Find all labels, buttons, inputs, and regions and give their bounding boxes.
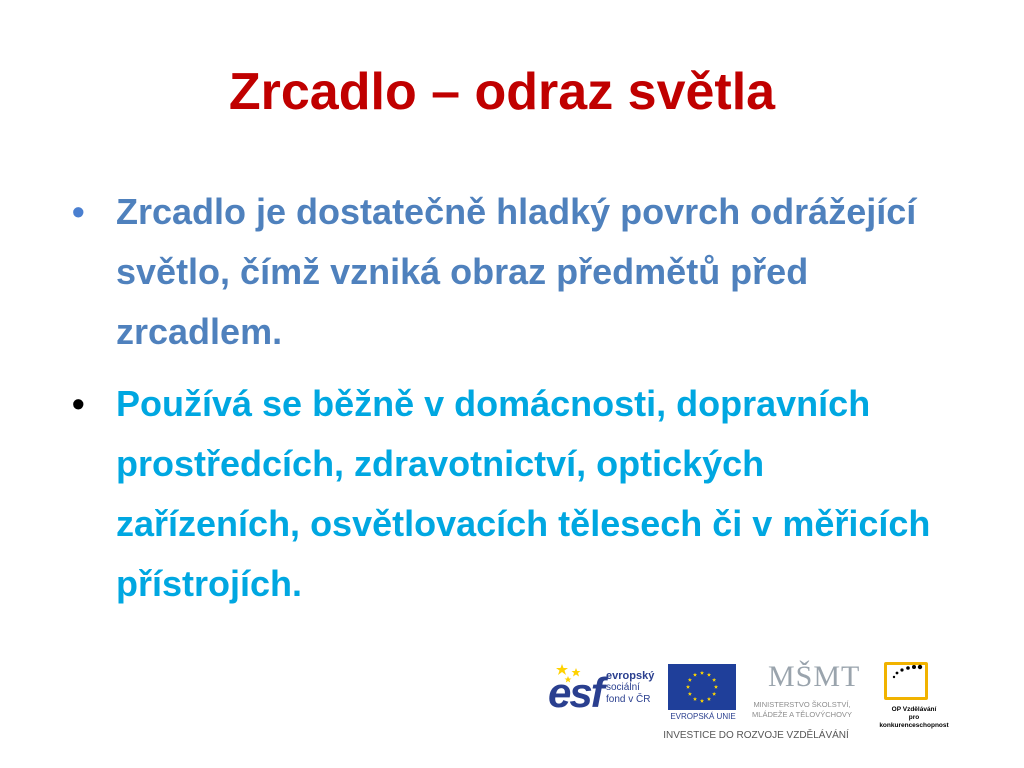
slide-title: Zrcadlo – odraz světla xyxy=(228,63,776,121)
esf-wordmark: esf xyxy=(548,669,603,716)
op-logo xyxy=(876,662,952,729)
msmt-logo-icon: MŠMT xyxy=(768,660,861,693)
esf-caption xyxy=(606,670,668,706)
msmt-caption xyxy=(742,700,862,720)
investice-caption: INVESTICE DO ROZVOJE VZDĚLÁVÁNÍ xyxy=(663,730,849,741)
bullet-list xyxy=(70,182,950,614)
bullet-item xyxy=(70,374,950,614)
esf-caption-line: evropský xyxy=(606,670,655,682)
eu-flag-icon xyxy=(668,664,736,710)
esf-caption-line: fond v ČR xyxy=(606,694,651,705)
op-caption xyxy=(876,706,952,730)
bullet-text: Používá se běžně v domácnosti, dopravních prostředcích, zdravotnictví, optických zařízeních, osvětlovacích tělesech či v měřicích přístrojích. xyxy=(116,383,931,604)
op-dots-icon xyxy=(890,664,924,694)
esf-logo xyxy=(546,664,664,720)
eu-logo xyxy=(668,664,736,722)
logo-strip xyxy=(546,660,956,744)
msmt-caption-line: MLÁDEŽE A TĚLOVÝCHOVY xyxy=(752,710,852,719)
eu-caption: EVROPSKÁ UNIE xyxy=(670,712,736,721)
esf-caption-line: sociální xyxy=(606,682,640,693)
bullet-marker: • xyxy=(72,191,85,232)
bullet-text: Zrcadlo je dostatečně hladký povrch odrážející světlo, čímž vzniká obraz předmětů před zrcadlem. xyxy=(116,191,917,352)
op-caption-line: pro konkurenceschopnost xyxy=(879,714,949,729)
op-caption-line: OP Vzdělávání xyxy=(891,706,937,713)
bullet-item xyxy=(70,182,950,362)
msmt-logo xyxy=(742,660,862,722)
msmt-caption-line: MINISTERSTVO ŠKOLSTVÍ, xyxy=(753,700,851,709)
bullet-marker: • xyxy=(72,383,85,424)
